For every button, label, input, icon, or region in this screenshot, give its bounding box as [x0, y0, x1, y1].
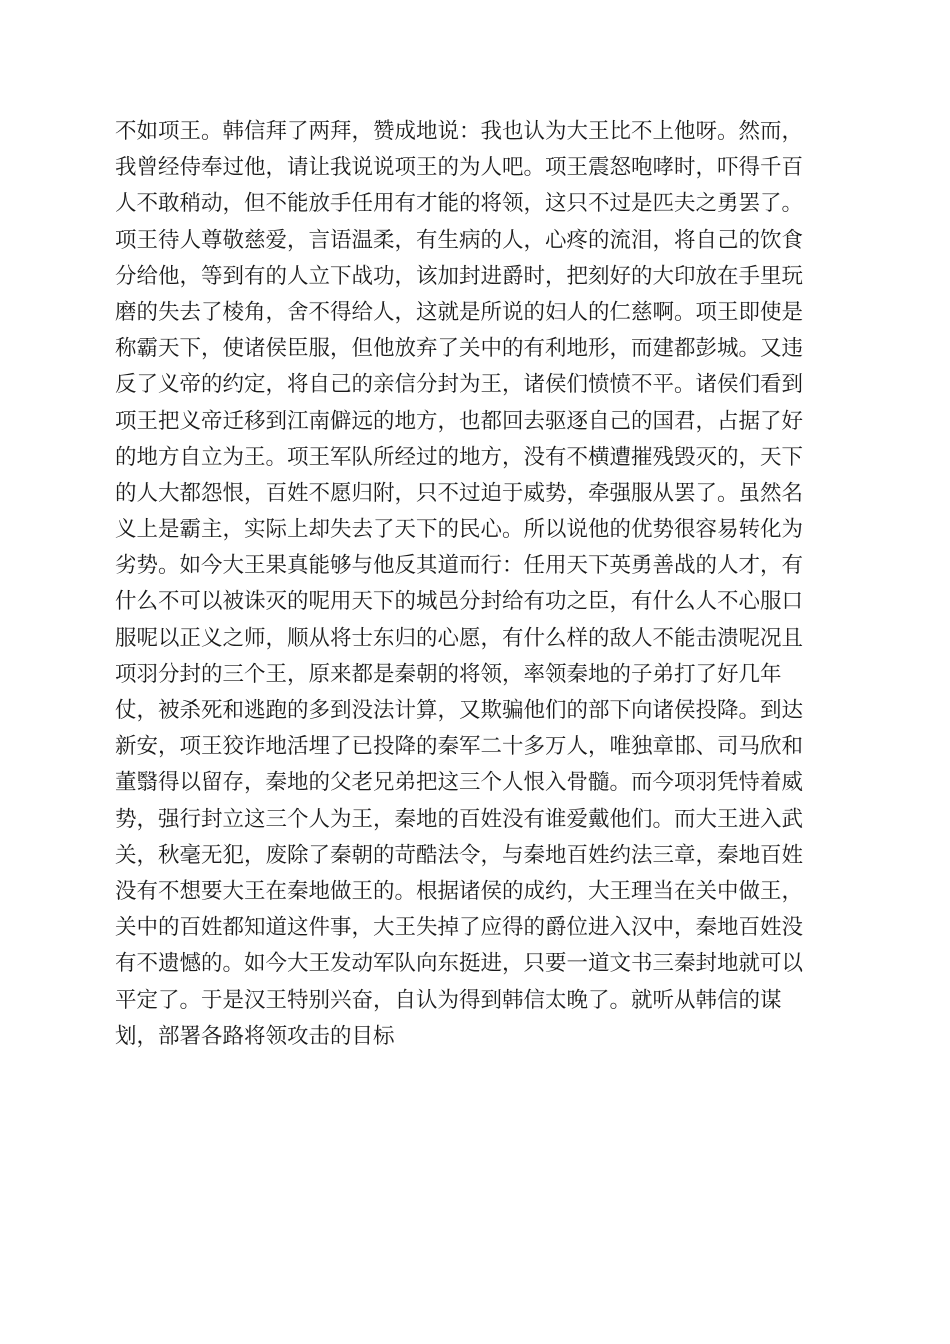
text-line: 磨的失去了棱角，舍不得给人，这就是所说的妇人的仁慈啊。项王即使是	[115, 299, 804, 325]
text-line: 划，部署各路将领攻击的目标	[115, 1023, 395, 1049]
text-line: 什么不可以被诛灭的呢用天下的城邑分封给有功之臣，有什么人不心服口	[115, 589, 804, 615]
text-line: 平定了。于是汉王特别兴奋，自认为得到韩信太晚了。就听从韩信的谋	[115, 987, 782, 1013]
text-line: 我曾经侍奉过他，请让我说说项王的为人吧。项王震怒咆哮时，吓得千百	[115, 155, 804, 181]
text-line: 义上是霸主，实际上却失去了天下的民心。所以说他的优势很容易转化为	[115, 517, 804, 543]
text-line: 没有不想要大王在秦地做王的。根据诸侯的成约，大王理当在关中做王，	[115, 878, 804, 904]
text-line: 人不敢稍动，但不能放手任用有才能的将领，这只不过是匹夫之勇罢了。	[115, 191, 804, 217]
text-line: 项王待人尊敬慈爱，言语温柔，有生病的人，心疼的流泪，将自己的饮食	[115, 227, 804, 253]
text-line: 关，秋毫无犯，废除了秦朝的苛酷法令，与秦地百姓约法三章，秦地百姓	[115, 842, 804, 868]
text-line: 仗，被杀死和逃跑的多到没法计算，又欺骗他们的部下向诸侯投降。到达	[115, 698, 804, 723]
text-line: 项王把义帝迁移到江南僻远的地方，也都回去驱逐自己的国君，占据了好	[115, 408, 804, 434]
text-line: 称霸天下，使诸侯臣服，但他放弃了关中的有利地形，而建都彭城。又违	[115, 336, 804, 362]
text-line: 新安，项王狡诈地活埋了已投降的秦军二十多万人，唯独章邯、司马欣和	[115, 734, 804, 760]
text-line: 的地方自立为王。项王军队所经过的地方，没有不横遭摧残毁灭的，天下	[115, 444, 804, 470]
text-line: 有不遗憾的。如今大王发动军队向东挺进，只要一道文书三秦封地就可以	[115, 951, 804, 977]
text-line: 不如项王。韩信拜了两拜，赞成地说：我也认为大王比不上他呀。然而，	[115, 119, 804, 144]
text-line: 分给他，等到有的人立下战功，该加封进爵时，把刻好的大印放在手里玩	[115, 263, 804, 289]
body-text	[115, 114, 835, 1055]
text-line: 董翳得以留存，秦地的父老兄弟把这三个人恨入骨髓。而今项羽凭恃着威	[115, 770, 804, 796]
text-line: 关中的百姓都知道这件事，大王失掉了应得的爵位进入汉中，秦地百姓没	[115, 915, 804, 941]
text-line: 的人大都怨恨，百姓不愿归附，只不过迫于威势，牵强服从罢了。虽然名	[115, 480, 804, 506]
text-line: 服呢以正义之师，顺从将士东归的心愿，有什么样的敌人不能击溃呢况且	[115, 625, 804, 651]
text-line: 势，强行封立这三个人为王，秦地的百姓没有谁爱戴他们。而大王进入武	[115, 806, 804, 832]
text-line: 项羽分封的三个王，原来都是秦朝的将领，率领秦地的子弟打了好几年	[115, 661, 782, 687]
text-line: 劣势。如今大王果真能够与他反其道而行：任用天下英勇善战的人才，有	[115, 553, 804, 579]
text-line: 反了义帝的约定，将自己的亲信分封为王，诸侯们愤愤不平。诸侯们看到	[115, 372, 804, 398]
